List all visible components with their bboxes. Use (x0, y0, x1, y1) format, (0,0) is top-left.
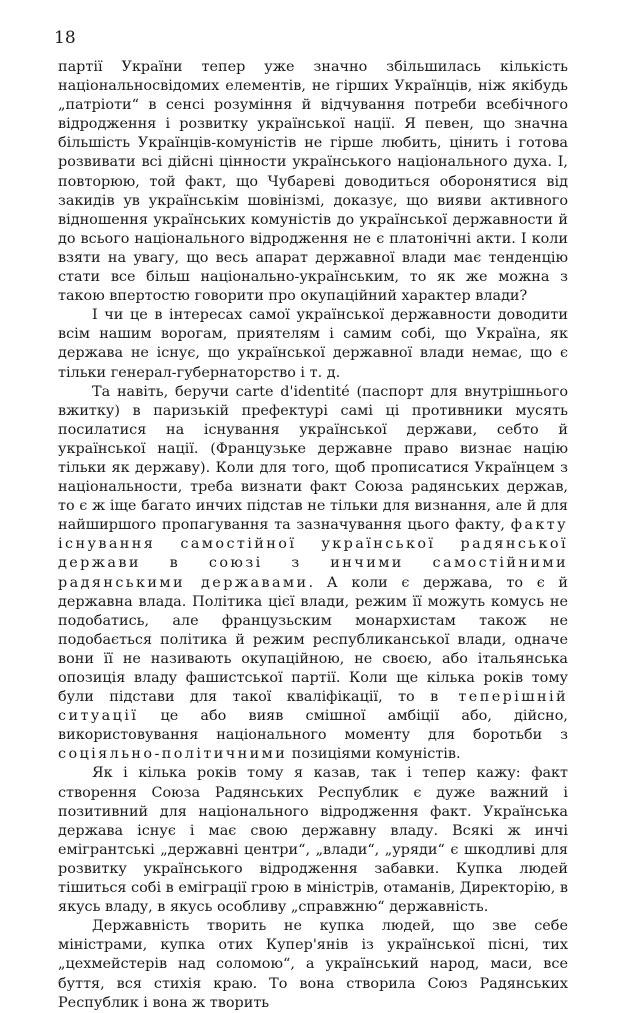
paragraph-3-part-4: позиціями комуністів. (287, 746, 461, 763)
paragraph-3-part-3: це або вияв смішної амбіції або, дійсно, використовування національного моменту для боротьби з (58, 708, 568, 744)
paragraph-3-part-1: Та навіть, беручи carte d'identité (паспорт для внутрішнього вжитку) в паризькій префектурі самі ці противники мусять посилатися на існування української держави, себто й української нації. (Французьке державне право визнає націю тільки як державу). Коли для того, щоб прописатися Українцем з національности, треба визнати факт Союза радянських держав, то є ж іще багато инчих підстав не тільки для визнання, але й для найширшого пропагування та зазначування цього факту, (58, 383, 568, 534)
body-text (58, 58, 568, 1013)
paragraph-4: Як і кілька років тому я казав, так і тепер кажу: факт створення Союза Радянських Республик є дуже важний і позитивний для національного відродження факт. Українська держава існує і має свою державну владу. Всякі ж инчі емігрантські „державні центри“, „влади“, „уряди“ є шкодливі для розвитку українського відродження забавки. Купка людей тішиться собі в еміграції грою в міністрів, отаманів, Директорію, в якусь владу, в якусь особливу „справжню“ державність. (58, 765, 568, 916)
paragraph-5: Державність творить не купка людей, що зве себе міністрами, купка отих Купер'янів із української пісні, тих „цехмейстерів над соломою“, а український народ, маси, все буття, вся стихія краю. То вона створила Союз Радянських Республик і вона ж творить (58, 918, 568, 1011)
paragraph-3 (58, 383, 568, 765)
paragraph-3-spaced-emphasis-2: в теперішній ситуації (58, 689, 568, 725)
paragraph-3-spaced-emphasis-1: факту існування самостійної української радянської держави в союзі з инчими самостійними радянськими державами (58, 517, 568, 591)
paragraph-3-part-2: . А коли є держава, то є й державна влада. Політика цієї влади, режим її можуть комусь не подобатись, але французьским монархистам також не подобається політика й режим республиканської влади, одначе вони її не називають окупаційною, не своєю, або італьянська опозиція владу фашистської партії. Коли ще кілька років тому були підстави для такої кваліфікації, то (58, 574, 569, 706)
paragraph-2: І чи це в інтересах самої української державности доводити всім нашим ворогам, приятелям і самим собі, що Україна, як держава не існує, що української державної влади немає, що є тільки генерал-губернаторство і т. д. (58, 307, 568, 381)
paragraph-3-spaced-emphasis-3: соціяльно-політичними (58, 746, 288, 763)
paragraph-1: партії України тепер уже значно збільшилась кількість національносвідомих елементів, не гірших Українців, ніж якібудь „патріоти“ в сенсі розуміння й відчування потреби всебічного відродження і розвитку української нації. Я певен, що значна більшість Українців-комуністів не гірше любить, цінить і готова розвивати всі дійсні цінности українського національного духа. І, повторюю, той факт, що Чубареві доводиться оборонятися від закидів ув українськім шовінізмі, доказує, що вияви активного відношення українських комуністів до української державности й до всього національного відродження не є платонічні акти. І коли взяти на увагу, що весь апарат державної влади має тенденцію стати все більш національно-українським, то як же можна з такою впертостю говорити про окупаційний характер влади? (58, 59, 568, 305)
page-number: 18 (54, 28, 76, 48)
